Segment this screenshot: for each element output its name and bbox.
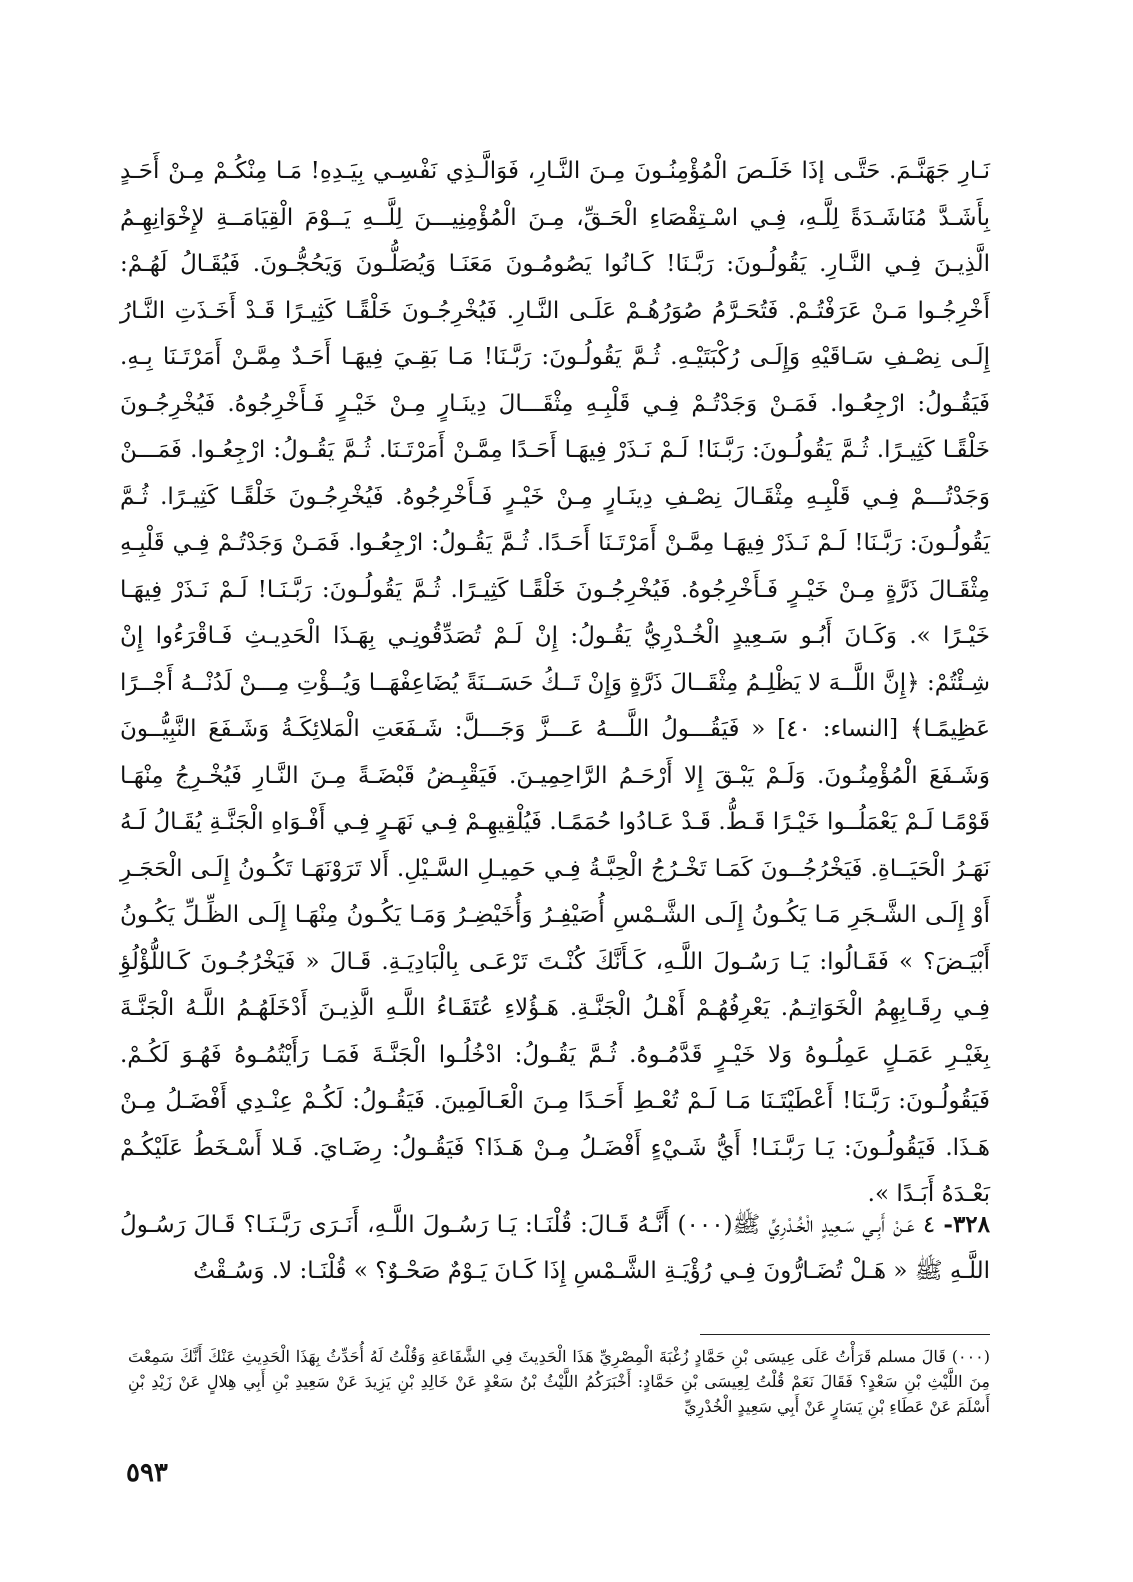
hadith-text: عَـنْ أَبِـي سَـعِيدٍ الْخُـدْرِيِّ ﷺ(٠٠٠) أَنَّـهُ قَـالَ: قُلْنَـا: يَـا رَسُـولَ اللَّـهِ، أَنَـرَى رَبَّـنَـا؟ قَـالَ رَسُـولُ اللَّـهِ ﷺ « هَـلْ تُضَـارُّونَ فِـي رُؤْيَـةِ الشَّـمْسِ إِذَا كَـانَ يَـوْمٌ صَحْـوٌ؟ » قُلْنَـا: لا. وَسُـقْتُ [120, 1212, 990, 1284]
main-paragraph: نَـارِ جَهَنَّـمَ. حَتَّـى إذَا خَلَـصَ الْمُؤْمِنُـونَ مِـنَ النَّـارِ، فَوَالَّـذِي نَفْسِـي بِيَـدِهِ! مَـا مِنْكُـمْ مِـنْ أَحَـدٍ بِأَشَـدَّ مُنَاشَـدَةً لِلَّـهِ، فِـي اسْـتِقْصَاءِ الْحَـقِّ، مِـنَ الْمُؤْمِنِيـــنَ لِلَّــهِ يَــوْمَ الْقِيَامَــةِ لإِخْوَانِهِـمُ الَّذِيـنَ فِـي النَّـارِ. يَقُولُـونَ: رَبَّـنَا! كَـانُوا يَصُومُـونَ مَعَنَـا وَيُصَلُّـونَ وَيَحُجُّـونَ. فَيُقَـالُ لَهُـمْ: أَخْرِجُـوا مَـنْ عَرَفْتُـمْ. فَتُحَـرَّمُ صُوَرُهُـمْ عَلَـى النَّـارِ. فَيُخْرِجُـونَ خَلْقًـا كَثِيـرًا قَـدْ أَخَـذَتِ النَّـارُ إِلَـى نِصْـفِ سَـاقَيْهِ وَإِلَـى رُكْبَتَيْـهِ. ثُـمَّ يَقُولُـونَ: رَبَّـنَا! مَـا بَقِـيَ فِيهَـا أَحَـدٌ مِمَّـنْ أَمَرْتَـنَا بِـهِ. فَيَقُـولُ: ارْجِعُـوا. فَمَـنْ وَجَدْتُـمْ فِـي قَلْبِـهِ مِثْقَـــالَ دِينَـارٍ مِـنْ خَيْـرٍ فَـأَخْرِجُوهُ. فَيُخْرِجُـونَ خَلْقًـا كَثِيـرًا. ثُـمَّ يَقُولُـونَ: رَبَّـنَا! لَـمْ نَـذَرْ فِيهَـا أَحَـدًا مِمَّـنْ أَمَرْتَـنَا. ثُـمَّ يَقُـولُ: ارْجِعُـوا. فَمَـــنْ وَجَدْتُـــمْ فِـي قَلْبِـهِ مِثْقَـالَ نِصْـفِ دِينَـارٍ مِـنْ خَيْـرٍ فَـأَخْرِجُوهُ. فَيُخْرِجُـونَ خَلْقًـا كَثِيـرًا. ثُـمَّ يَقُولُـونَ: رَبَّـنَا! لَـمْ نَـذَرْ فِيهَـا مِمَّـنْ أَمَرْتَـنَا أَحَـدًا. ثُـمَّ يَقُـولُ: ارْجِعُـوا. فَمَـنْ وَجَدْتُـمْ فِـي قَلْبِـهِ مِثْقَـالَ ذَرَّةٍ مِـنْ خَيْـرٍ فَـأَخْرِجُوهُ. فَيُخْرِجُـونَ خَلْقًـا كَثِيـرًا. ثُـمَّ يَقُولُـونَ: رَبَّـنَـا! لَـمْ نَـذَرْ فِيهَـا خَيْـرًا ». وَكَـانَ أَبُـو سَـعِيدٍ الْخُـدْرِيُّ يَقُـولُ: إِنْ لَـمْ تُصَدِّقُونِـي بِهَـذَا الْحَدِيـثِ فَـاقْرَءُوا إِنْ شِـئْتُمْ: ﴿إِنَّ اللَّــهَ لا يَظْلِـمُ مِثْقَــالَ ذَرَّةٍ وَإِنْ تَــكُ حَسَــنَةً يُضَاعِفْهَــا وَيُــؤْتِ مِـــنْ لَدُنْــهُ أَجْــرًا عَظِيمًـا﴾ [النساء: ٤٠] « فَيَقُـــولُ اللَّـــهُ عَـــزَّ وَجَـــلَّ: شَـفَعَتِ الْمَلائِكَـةُ وَشَـفَعَ النَّبِيُّــونَ وَشَـفَعَ الْمُؤْمِنُـونَ. وَلَـمْ يَبْـقَ إِلا أَرْحَـمُ الرَّاحِمِيـنَ. فَيَقْبِـضُ قَبْضَـةً مِـنَ النَّـارِ فَيُخْـرِجُ مِنْهَـا قَوْمًـا لَـمْ يَعْمَلُــوا خَيْـرًا قَـطُّ. قَـدْ عَـادُوا حُمَمًـا. فَيُلْقِيهِـمْ فِـي نَهَـرٍ فِـي أَفْـوَاهِ الْجَنَّـةِ يُقَـالُ لَـهُ نَهَـرُ الْحَيَــاةِ. فَيَخْرُجُــونَ كَمَـا تَخْـرُجُ الْحِبَّـةُ فِـي حَمِيـلِ السَّـيْلِ. أَلا تَرَوْنَهَـا تَكُـونُ إِلَـى الْحَجَـرِ أَوْ إِلَـى الشَّـجَرِ مَـا يَكُـونُ إِلَـى الشَّـمْسِ أُصَيْفِـرُ وَأُخَيْضِـرُ وَمَـا يَكُـونُ مِنْهَـا إِلَـى الظِّـلِّ يَكُـونُ أَبْيَـضَ؟ » فَقَـالُوا: يَـا رَسُـولَ اللَّـهِ، كَـأَنَّكَ كُنْـتَ تَرْعَـى بِالْبَادِيَـةِ. قَـالَ « فَيَخْرُجُـونَ كَـاللُّؤْلُؤِ فِـي رِقَـابِهِمُ الْخَوَاتِـمُ. يَعْرِفُهُـمْ أَهْـلُ الْجَنَّـةِ. هَـؤُلاءِ عُتَقَـاءُ اللَّـهِ الَّذِيـنَ أَدْخَلَهُـمُ اللَّـهُ الْجَنَّـةَ بِغَيْـرِ عَمَـلٍ عَمِلُـوهُ وَلا خَيْـرٍ قَدَّمُـوهُ. ثُـمَّ يَقُـولُ: ادْخُلُـوا الْجَنَّـةَ فَمَـا رَأَيْتُمُـوهُ فَهُـوَ لَكُـمْ. فَيَقُولُـونَ: رَبَّـنَا! أَعْطَيْتَـنَا مَـا لَـمْ تُعْـطِ أَحَـدًا مِـنَ الْعَـالَمِينَ. فَيَقُـولُ: لَكُـمْ عِنْـدِي أَفْضَـلُ مِـنْ هَـذَا. فَيَقُولُـونَ: يَـا رَبَّـنَـا! أَيُّ شَـيْءٍ أَفْضَـلُ مِـنْ هَـذَا؟ فَيَقُـولُ: رِضَـايَ. فَـلا أَسْـخَطُ عَلَيْكُـمْ بَعْـدَهُ أَبَـدًا ». [120, 158, 991, 1207]
hadith-paragraph [120, 1202, 990, 1294]
hadith-symbol: ٤ [922, 1212, 936, 1238]
hadith-block [120, 1202, 990, 1294]
hadith-number: ٣٢٨- [943, 1211, 990, 1238]
page-number: ٥٩٣ [126, 1458, 168, 1488]
footnote [128, 1344, 990, 1419]
footnote-divider [700, 1334, 990, 1335]
footnote-text: (٠٠٠) قَالَ مسلم قَرَأْتُ عَلَى عِيسَى بْنِ حَمَّادٍ زُغْبَةَ الْمِصْرِيِّ هَذَا الْحَدِيثَ فِي الشَّفَاعَةِ وَقُلْتُ لَهُ أُحَدِّثُ بِهَذَا الْحَدِيثِ عَنْكَ أَنَّكَ سَمِعْتَ مِنَ اللَّيْثِ بْنِ سَعْدٍ؟ فَقَالَ نَعَمْ قُلْتُ لِعِيسَى بْنِ حَمَّادٍ: أَخْبَرَكُمُ اللَّيْثُ بْنُ سَعْدٍ عَنْ خَالِدِ بْنِ يَزِيدَ عَنْ سَعِيدِ بْنِ أَبِي هِلالٍ عَنْ زَيْدِ بْنِ أَسْلَمَ عَنْ عَطَاءِ بْنِ يَسَارٍ عَنْ أَبِي سَعِيدٍ الْخُدْرِيِّ [128, 1347, 990, 1416]
main-text-block [120, 148, 990, 1218]
